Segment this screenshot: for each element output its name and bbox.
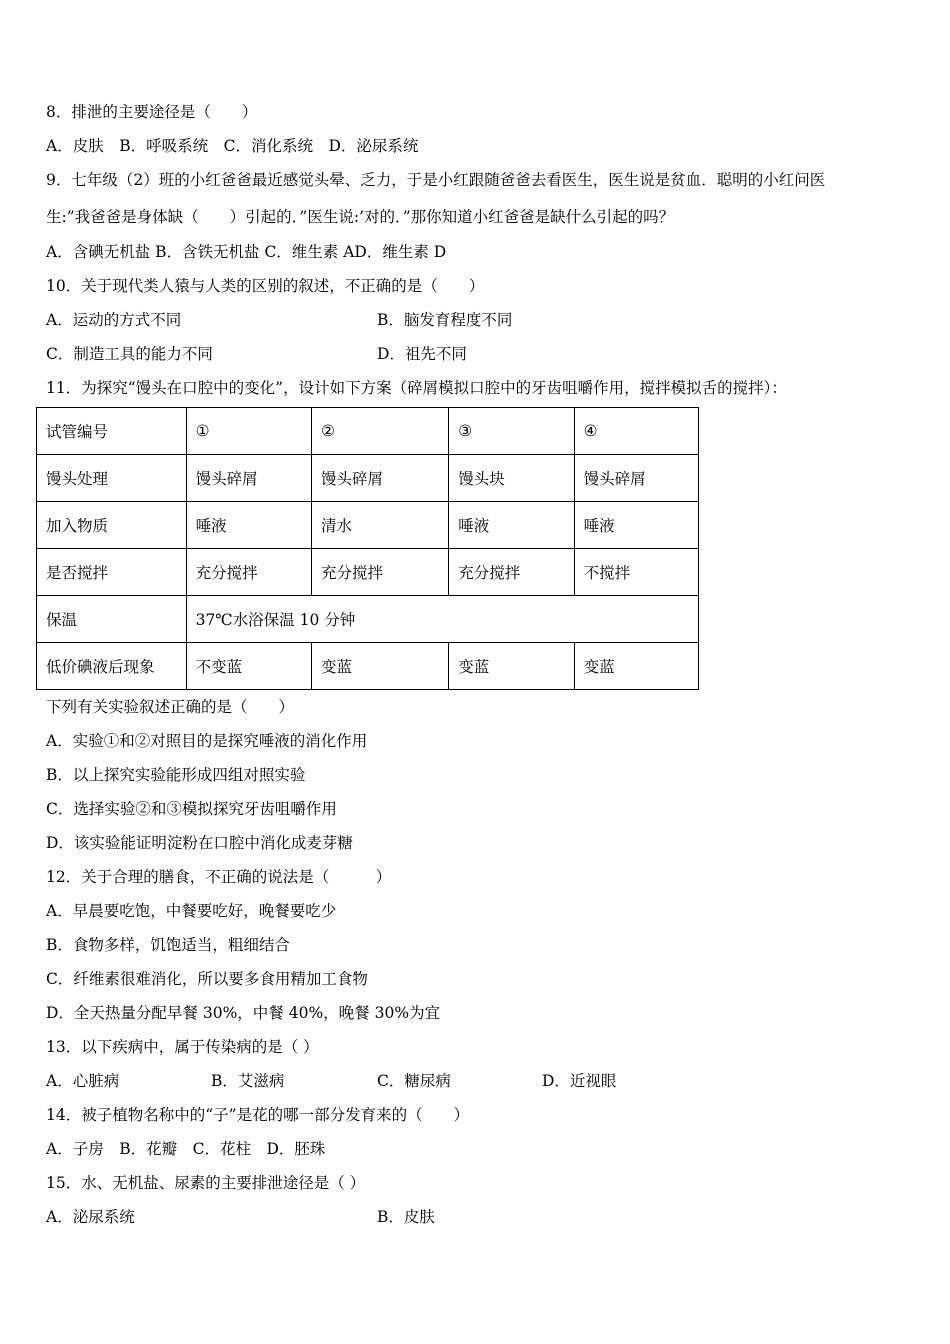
table-cell: 充分搅拌 xyxy=(311,549,448,596)
table-cell: ③ xyxy=(449,408,574,455)
q10-option-c: C．制造工具的能力不同 xyxy=(46,345,213,363)
table-row xyxy=(37,408,699,455)
q13-stem: 13．以下疾病中，属于传染病的是（ ） xyxy=(46,1038,319,1056)
table-cell: 是否搅拌 xyxy=(37,549,187,596)
q12-option-d: D．全天热量分配早餐 30%，中餐 40%，晚餐 30%为宜 xyxy=(46,1004,441,1022)
table-cell: 试管编号 xyxy=(37,408,187,455)
table-row xyxy=(37,455,699,502)
q14-stem: 14．被子植物名称中的“子”是花的哪一部分发育来的（ ） xyxy=(46,1106,470,1124)
q10-option-d: D．祖先不同 xyxy=(377,345,467,363)
table-cell: 馒头块 xyxy=(449,455,574,502)
q13-option-a: A．心脏病 xyxy=(46,1072,120,1090)
table-cell: 唾液 xyxy=(574,502,698,549)
table-cell: 充分搅拌 xyxy=(186,549,311,596)
q8-options: A．皮肤 B．呼吸系统 C．消化系统 D．泌尿系统 xyxy=(46,137,419,155)
q15-option-b: B．皮肤 xyxy=(377,1208,435,1226)
q13-option-c: C．糖尿病 xyxy=(377,1072,451,1090)
q12-option-b: B．食物多样，饥饱适当，粗细结合 xyxy=(46,936,290,954)
q11-option-b: B．以上探究实验能形成四组对照实验 xyxy=(46,766,306,784)
table-cell: 馒头碎屑 xyxy=(574,455,698,502)
table-cell: 充分搅拌 xyxy=(449,549,574,596)
q10-stem: 10．关于现代类人猿与人类的区别的叙述，不正确的是（ ） xyxy=(46,277,485,295)
q13-option-b: B．艾滋病 xyxy=(211,1072,285,1090)
q12-stem: 12．关于合理的膳食，不正确的说法是（ ） xyxy=(46,868,392,886)
table-row xyxy=(37,643,699,690)
q11-option-c: C．选择实验②和③模拟探究牙齿咀嚼作用 xyxy=(46,800,337,818)
table-cell: 唾液 xyxy=(186,502,311,549)
table-cell: ② xyxy=(311,408,448,455)
q13-option-d: D．近视眼 xyxy=(542,1072,617,1090)
table-cell: 不搅拌 xyxy=(574,549,698,596)
q14-options: A．子房 B．花瓣 C．花柱 D．胚珠 xyxy=(46,1140,326,1158)
table-cell: 保温 xyxy=(37,596,187,643)
q11-question: 下列有关实验叙述正确的是（ ） xyxy=(46,698,295,716)
table-cell: 唾液 xyxy=(449,502,574,549)
q9-stem-line1: 9．七年级（2）班的小红爸爸最近感觉头晕、乏力，于是小红跟随爸爸去看医生，医生说是贫血．聪明的小红问医 xyxy=(46,171,826,189)
table-cell: 馒头碎屑 xyxy=(186,455,311,502)
q12-option-a: A．早晨要吃饱，中餐要吃好，晚餐要吃少 xyxy=(46,902,337,920)
q8-stem: 8．排泄的主要途径是（ ） xyxy=(46,103,258,121)
q15-stem: 15．水、无机盐、尿素的主要排泄途径是（ ） xyxy=(46,1174,366,1192)
table-cell: 变蓝 xyxy=(311,643,448,690)
table-row xyxy=(37,596,699,643)
q9-options: A．含碘无机盐 B．含铁无机盐 C．维生素 AD．维生素 D xyxy=(46,243,447,261)
table-cell: 变蓝 xyxy=(449,643,574,690)
q15-option-a: A．泌尿系统 xyxy=(46,1208,135,1226)
table-cell: 37℃水浴保温 10 分钟 xyxy=(186,596,698,643)
table-cell: 加入物质 xyxy=(37,502,187,549)
table-cell: ① xyxy=(186,408,311,455)
table-cell: 不变蓝 xyxy=(186,643,311,690)
q11-option-d: D．该实验能证明淀粉在口腔中消化成麦芽糖 xyxy=(46,834,353,852)
experiment-table xyxy=(36,407,699,690)
q10-option-b: B．脑发育程度不同 xyxy=(377,311,513,329)
table-row xyxy=(37,549,699,596)
q11-stem: 11．为探究“馒头在口腔中的变化”，设计如下方案（碎屑模拟口腔中的牙齿咀嚼作用，搅拌模拟舌的搅拌）： xyxy=(46,379,787,397)
q10-option-a: A．运动的方式不同 xyxy=(46,311,182,329)
table-cell: 馒头处理 xyxy=(37,455,187,502)
q9-stem-line2: 生:”我爸爸是身体缺（ ）引起的．”医生说:’对的．”那你知道小红爸爸是缺什么引起的吗？ xyxy=(46,208,675,226)
table-row xyxy=(37,502,699,549)
table-cell: 馒头碎屑 xyxy=(311,455,448,502)
table-cell: ④ xyxy=(574,408,698,455)
q11-option-a: A．实验①和②对照目的是探究唾液的消化作用 xyxy=(46,732,368,750)
q12-option-c: C．纤维素很难消化，所以要多食用精加工食物 xyxy=(46,970,368,988)
table-cell: 清水 xyxy=(311,502,448,549)
table-cell: 变蓝 xyxy=(574,643,698,690)
table-cell: 低价碘液后现象 xyxy=(37,643,187,690)
